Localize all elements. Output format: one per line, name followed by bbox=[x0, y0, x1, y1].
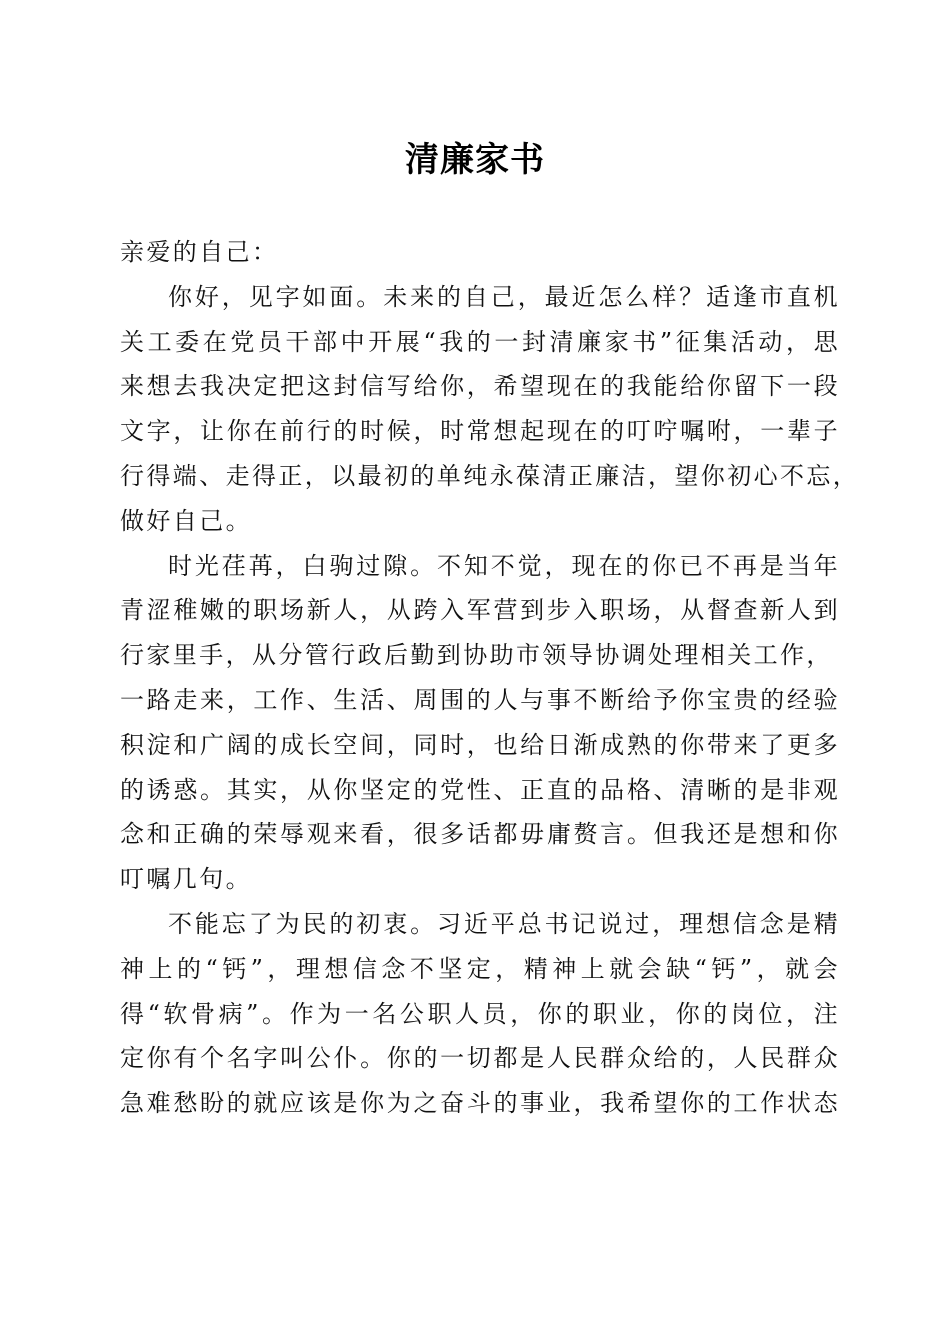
paragraph-line: 念和正确的荣辱观来看，很多话都毋庸赘言。但我还是想和你 bbox=[120, 820, 840, 849]
paragraph-line: 关工委在党员干部中开展“我的一封清廉家书”征集活动，思 bbox=[120, 327, 840, 356]
paragraph-line: 行得端、走得正，以最初的单纯永葆清正廉洁，望你初心不忘， bbox=[120, 461, 860, 490]
salutation: 亲爱的自己： bbox=[120, 238, 279, 266]
paragraph-line: 神上的“钙”，理想信念不坚定，精神上就会缺“钙”，就会 bbox=[120, 954, 840, 983]
letter-body bbox=[120, 230, 860, 1126]
paragraph-line: 急难愁盼的就应该是你为之奋斗的事业，我希望你的工作状态 bbox=[120, 1089, 840, 1118]
paragraph-line: 不能忘了为民的初衷。习近平总书记说过，理想信念是精 bbox=[168, 909, 840, 938]
paragraph-line: 做好自己。 bbox=[120, 506, 252, 535]
paragraph-line: 时光荏苒，白驹过隙。不知不觉，现在的你已不再是当年 bbox=[168, 551, 840, 580]
paragraph-line: 来想去我决定把这封信写给你，希望现在的我能给你留下一段 bbox=[120, 372, 840, 401]
paragraph-line: 文字，让你在前行的时候，时常想起现在的叮咛嘱咐，一辈子 bbox=[120, 417, 840, 446]
paragraph-line: 你好，见字如面。未来的自己，最近怎么样？适逢市直机 bbox=[168, 282, 840, 311]
page-title: 清廉家书 bbox=[405, 140, 545, 180]
paragraph-line: 一路走来，工作、生活、周围的人与事不断给予你宝贵的经验 bbox=[120, 685, 840, 714]
paragraph-line: 行家里手，从分管行政后勤到协助市领导协调处理相关工作， bbox=[120, 641, 833, 670]
paragraph-line: 青涩稚嫩的职场新人，从跨入军营到步入职场，从督查新人到 bbox=[120, 596, 840, 625]
paragraph-line: 定你有个名字叫公仆。你的一切都是人民群众给的，人民群众 bbox=[120, 1044, 840, 1073]
paragraph-line: 的诱惑。其实，从你坚定的党性、正直的品格、清晰的是非观 bbox=[120, 775, 840, 804]
paragraph-line: 叮嘱几句。 bbox=[120, 865, 252, 894]
paragraph-line: 得“软骨病”。作为一名公职人员，你的职业，你的岗位，注 bbox=[120, 999, 840, 1028]
paragraph-line: 积淀和广阔的成长空间，同时，也给日渐成熟的你带来了更多 bbox=[120, 730, 840, 759]
